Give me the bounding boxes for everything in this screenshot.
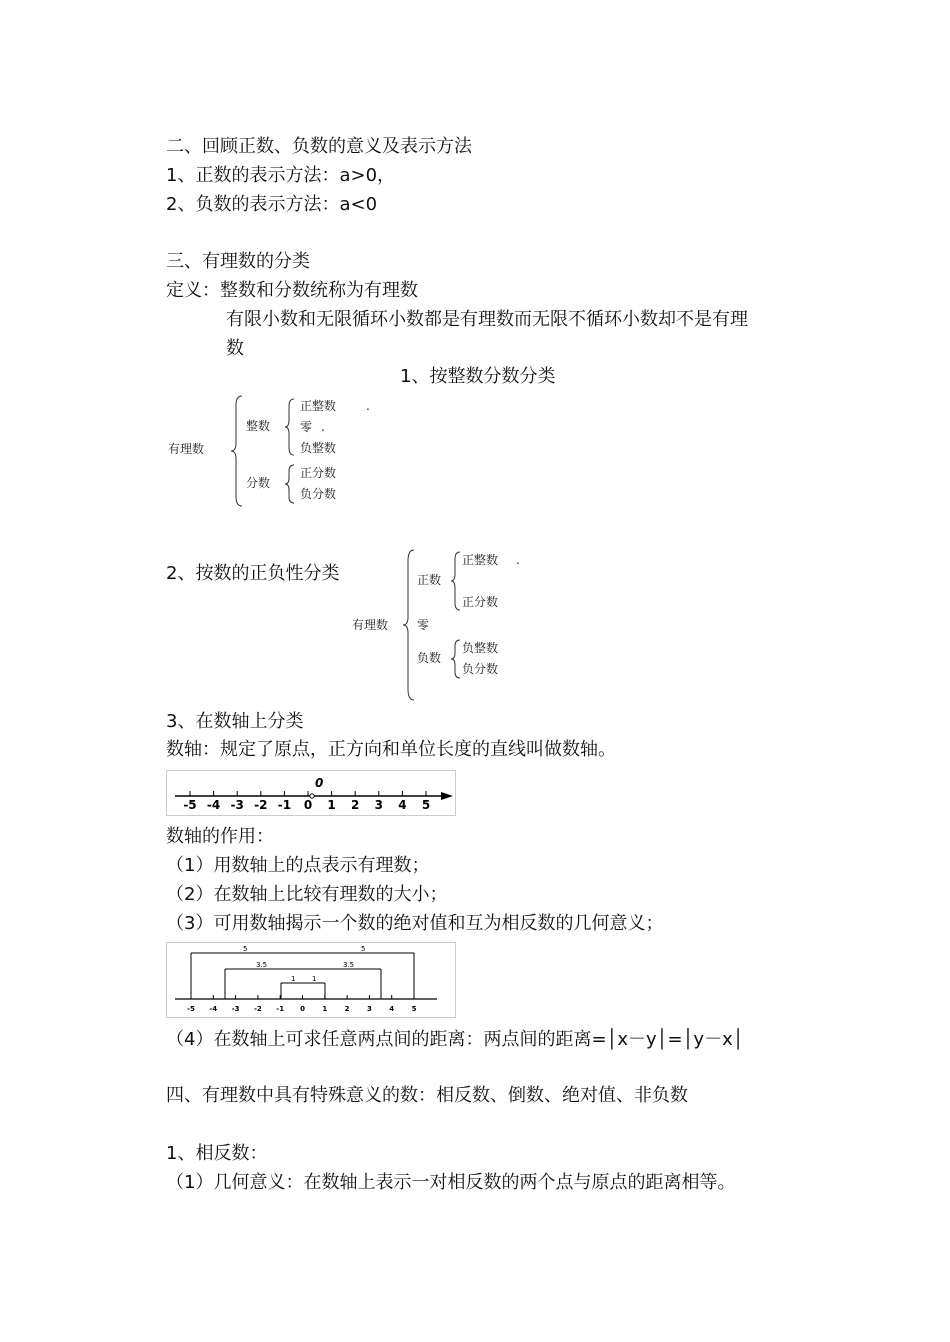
tree-leaf: 正分数 bbox=[462, 595, 499, 609]
section-heading: 四、有理数中具有特殊意义的数：相反数、倒数、绝对值、非负数 bbox=[166, 1085, 688, 1106]
axis-tick-label: 2 bbox=[344, 1005, 350, 1013]
brace-icon bbox=[284, 464, 296, 504]
text-line: 2、负数的表示方法：a<0 bbox=[166, 194, 378, 215]
class-title: 1、按整数分数分类 bbox=[400, 366, 556, 387]
distance-diagram-figure bbox=[166, 942, 456, 1018]
span-label: 3.5 bbox=[343, 961, 355, 969]
axis-tick-label: -3 bbox=[230, 798, 244, 812]
list-item: （2）在数轴上比较有理数的大小； bbox=[166, 884, 448, 905]
list-item: （1）用数轴上的点表示有理数； bbox=[166, 855, 430, 876]
tree-leaf: 负分数 bbox=[462, 662, 499, 676]
tree-leaf: 零 bbox=[300, 420, 313, 434]
span-label: 1 bbox=[312, 975, 317, 983]
axis-tick-label: -2 bbox=[254, 798, 268, 812]
axis-tick-label: 3 bbox=[374, 798, 383, 812]
axis-tick-label: -5 bbox=[183, 798, 197, 812]
axis-tick-label: -2 bbox=[254, 1005, 262, 1013]
text-line: 数 bbox=[226, 338, 244, 359]
number-line bbox=[167, 771, 455, 815]
axis-tick-label: 5 bbox=[411, 1005, 417, 1013]
tree-node: 正数 bbox=[417, 573, 442, 587]
section-heading: 三、有理数的分类 bbox=[166, 251, 310, 272]
axis-tick-label: -1 bbox=[277, 798, 292, 812]
text-line: 有限小数和无限循环小数都是有理数而无限不循环小数却不是有理 bbox=[226, 309, 748, 330]
class-title: 2、按数的正负性分类 bbox=[166, 563, 340, 584]
axis-tick-label: 5 bbox=[421, 798, 431, 812]
tree-leaf: 负整数 bbox=[300, 441, 337, 455]
tree-node: 整数 bbox=[246, 419, 271, 433]
axis-tick-label: 0 bbox=[300, 1005, 305, 1013]
distance-diagram bbox=[167, 943, 455, 1017]
tree-node: 零 bbox=[417, 618, 430, 632]
axis-tick-label: -4 bbox=[209, 1005, 218, 1013]
axis-tick-label: -3 bbox=[231, 1005, 240, 1013]
span-label: 5 bbox=[243, 945, 248, 953]
section-heading: 二、回顾正数、负数的意义及表示方法 bbox=[166, 136, 472, 157]
span-label: 3.5 bbox=[256, 961, 268, 969]
brace-icon bbox=[284, 398, 296, 456]
text-line: 1、相反数： bbox=[166, 1143, 268, 1164]
axis-tick-label: 4 bbox=[389, 1005, 395, 1013]
tree-leaf: 正整数 bbox=[462, 553, 499, 567]
span-label: 1 bbox=[291, 975, 296, 983]
tree-node: 分数 bbox=[246, 476, 271, 490]
axis-tick-label: 3 bbox=[366, 1005, 372, 1013]
axis-tick-label: -4 bbox=[206, 798, 221, 812]
list-item: （3）可用数轴揭示一个数的绝对值和互为相反数的几何意义； bbox=[166, 913, 664, 934]
text-line: 定义：整数和分数统称为有理数 bbox=[166, 280, 418, 301]
tree-leaf: 正整数 bbox=[300, 399, 337, 413]
tree-root: 有理数 bbox=[168, 442, 205, 456]
tree-leaf: 负整数 bbox=[462, 641, 499, 655]
brace-icon bbox=[450, 551, 462, 611]
list-item: （1）几何意义：在数轴上表示一对相反数的两个点与原点的距离相等。 bbox=[166, 1172, 736, 1193]
text-line: 1、正数的表示方法：a>0， bbox=[166, 165, 396, 186]
span-label: 5 bbox=[361, 945, 366, 953]
list-item: （4）在数轴上可求任意两点间的距离：两点间的距离=│x－y│=│y－x│ bbox=[166, 1029, 744, 1050]
axis-tick-label: -1 bbox=[276, 1005, 285, 1013]
number-line-figure bbox=[166, 770, 456, 816]
axis-tick-label: 1 bbox=[322, 1005, 328, 1013]
tree-leaf: 正分数 bbox=[300, 466, 337, 480]
axis-tick-label: 0 bbox=[303, 798, 313, 812]
tree-node: 负数 bbox=[417, 651, 442, 665]
brace-icon bbox=[230, 395, 244, 507]
tree-root: 有理数 bbox=[352, 618, 389, 632]
axis-tick-label: 2 bbox=[351, 798, 360, 812]
text-line: 数轴的作用： bbox=[166, 826, 274, 847]
axis-tick-label: 4 bbox=[398, 798, 407, 812]
axis-tick-label: -5 bbox=[187, 1005, 195, 1013]
text-line: 数轴：规定了原点，正方向和单位长度的直线叫做数轴。 bbox=[166, 739, 616, 760]
class-title: 3、在数轴上分类 bbox=[166, 711, 304, 732]
brace-icon bbox=[402, 549, 416, 701]
origin-label: 0 bbox=[315, 776, 324, 790]
tree-leaf: 负分数 bbox=[300, 487, 337, 501]
brace-icon bbox=[450, 639, 462, 679]
axis-tick-label: 1 bbox=[327, 798, 336, 812]
